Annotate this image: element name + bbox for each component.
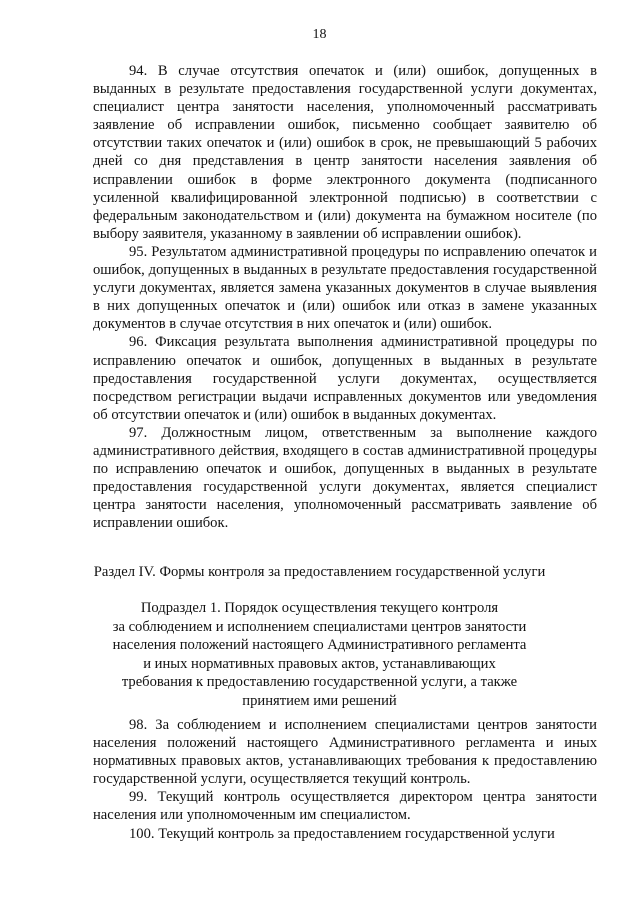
body-text-bottom	[93, 716, 597, 843]
page-number: 18	[312, 27, 327, 42]
paragraph-94: 94. В случае отсутствия опечаток и (или) ошибок, допущенных в выданных в результате предоставления государственной услуги документах, специалист центра занятости населения, уполномоченный рассматривать заявление об исправлении ошибок, письменно сообщает заявителю об отсутствии таких опечаток и (или) ошибок в срок, не превышающий 5 рабочих дней со дня представления в центр занятости населения заявления об исправлении ошибок в форме электронного документа (подписанного усиленной квалифицированной электронной подписью) в соответствии с федеральным законодательством и (или) документа на бумажном носителе (по выбору заявителя, указанному в заявлении об исправлении ошибок).	[93, 63, 597, 242]
paragraph-100: 100. Текущий контроль за предоставлением государственной услуги	[129, 825, 555, 842]
subsection-line: и иных нормативных правовых актов, устанавливающих	[143, 655, 496, 672]
paragraph-98: 98. За соблюдением и исполнением специалистами центров занятости населения положений настоящего Административного регламента и иных нормативных правовых актов, устанавливающих требования к предоставлению государственной услуги, осуществляется текущий контроль.	[93, 717, 597, 788]
subsection-line: за соблюдением и исполнением специалистами центров занятости	[112, 618, 527, 635]
paragraph-96: 96. Фиксация результата выполнения административной процедуры по исправлению опечаток и ошибок, допущенных в выданных в результате предоставления государственной услуги документах, осуществляется посредством регистрации выдачи исправленных документов или уведомления об отсутствии опечаток и (или) ошибок в выданных документах.	[93, 334, 597, 423]
subsection-line: принятием ими решений	[242, 692, 397, 709]
paragraph-99: 99. Текущий контроль осуществляется директором центра занятости населения или уполномоченным им специалистом.	[93, 789, 597, 824]
paragraph-95: 95. Результатом административной процедуры по исправлению опечаток и ошибок, допущенных в выданных в результате предоставления государственной услуги документах, является замена указанных документов в случае выявления в них допущенных опечаток и (или) ошибок или отказ в замене указанных документов в случае отсутствия в них опечаток и (или) ошибок.	[93, 243, 597, 333]
section-title: Раздел IV. Формы контроля за предоставлением государственной услуги	[93, 564, 546, 580]
subsection-line: требования к предоставлению государственной услуги, а также	[121, 674, 518, 691]
subsection-title	[60, 599, 579, 711]
subsection-line: Подраздел 1. Порядок осуществления текущего контроля	[140, 600, 499, 616]
body-text-top	[93, 62, 597, 532]
paragraph-97: 97. Должностным лицом, ответственным за выполнение каждого административного действия, входящего в состав административной процедуры по исправлению опечаток и ошибок, допущенных в выданных в результате предоставления государственной услуги документах, является специалист центра занятости населения, уполномоченный рассматривать заявление об исправлении ошибок.	[93, 424, 597, 532]
subsection-line: населения положений настоящего Административного регламента	[112, 637, 527, 654]
